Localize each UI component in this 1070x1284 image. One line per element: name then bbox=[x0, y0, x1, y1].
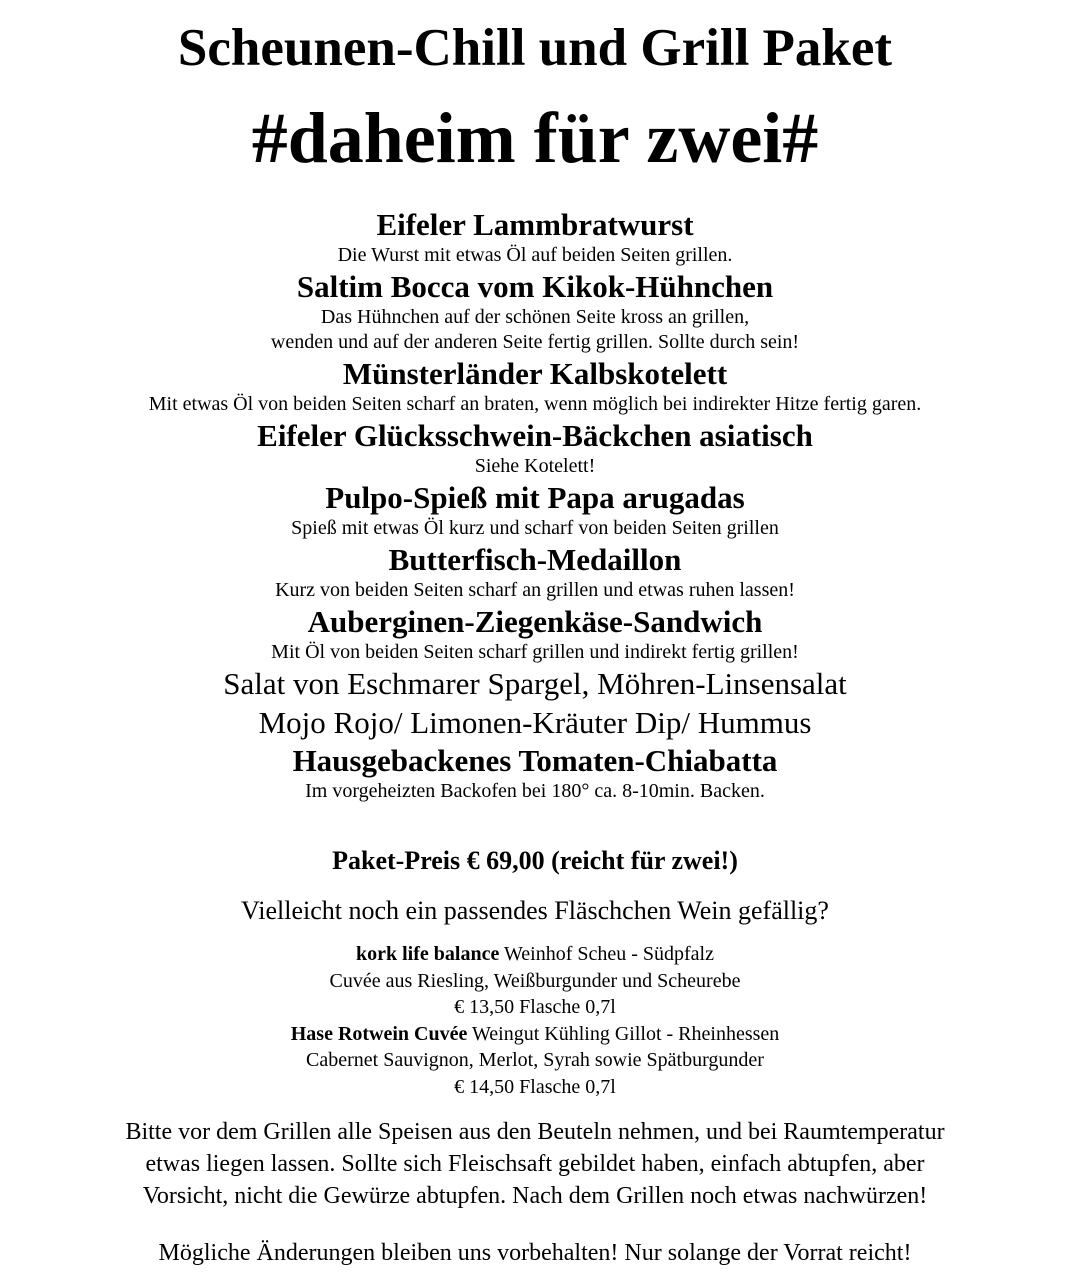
dish-description: Im vorgeheizten Backofen bei 180° ca. 8-10min. Backen. bbox=[305, 780, 765, 802]
wine-price: € 13,50 Flasche 0,7l bbox=[454, 996, 616, 1018]
dish-description: Die Wurst mit etwas Öl auf beiden Seiten grillen. bbox=[337, 244, 733, 266]
wine-item bbox=[0, 1021, 1070, 1101]
dish-name: Butterfisch-Medaillon bbox=[388, 542, 682, 577]
side-dishes-line: Salat von Eschmarer Spargel, Möhren-Linsensalat bbox=[223, 666, 847, 701]
side-dishes-line: Mojo Rojo/ Limonen-Kräuter Dip/ Hummus bbox=[258, 704, 812, 740]
dish-description: Kurz von beiden Seiten scharf an grillen und etwas ruhen lassen! bbox=[275, 579, 795, 601]
notice-line: etwas liegen lassen. Sollte sich Fleischsaft gebildet haben, einfach abtupfen, aber bbox=[145, 1151, 925, 1177]
wine-grapes: Cuvée aus Riesling, Weißburgunder und Scheurebe bbox=[329, 969, 741, 992]
dish-name: Hausgebackenes Tomaten-Chiabatta bbox=[292, 743, 778, 778]
wine-title-line bbox=[0, 941, 1070, 968]
dish-item bbox=[0, 479, 1070, 541]
dish-name: Münsterländer Kalbskotelett bbox=[342, 356, 728, 391]
wine-name: kork life balance bbox=[356, 943, 500, 965]
dish-name: Eifeler Glücksschwein-Bäckchen asiatisch bbox=[257, 418, 813, 453]
dish-name: Eifeler Lammbratwurst bbox=[376, 207, 694, 242]
wine-title-line bbox=[0, 1021, 1070, 1048]
wine-grapes: Cabernet Sauvignon, Merlot, Syrah sowie Spätburgunder bbox=[306, 1049, 764, 1071]
notice-line: Bitte vor dem Grillen alle Speisen aus den Beuteln nehmen, und bei Raumtemperatur bbox=[125, 1119, 945, 1145]
wine-name: Hase Rotwein Cuvée bbox=[290, 1022, 468, 1045]
wine-producer: Weingut Kühling Gillot - Rheinhessen bbox=[467, 1022, 780, 1045]
dish-name: Saltim Bocca vom Kikok-Hühnchen bbox=[296, 269, 774, 304]
dish-item bbox=[0, 206, 1070, 268]
dish-item bbox=[0, 355, 1070, 417]
dish-list bbox=[0, 206, 1070, 804]
dish-description: Mit Öl von beiden Seiten scharf grillen und indirekt fertig grillen! bbox=[271, 641, 799, 663]
dish-item bbox=[0, 742, 1070, 804]
dish-description: Siehe Kotelett! bbox=[474, 455, 596, 477]
wine-item bbox=[0, 941, 1070, 1021]
package-price: Paket-Preis € 69,00 (reicht für zwei!) bbox=[332, 846, 738, 875]
dish-item bbox=[0, 541, 1070, 603]
page-subtitle: #daheim für zwei# bbox=[251, 98, 819, 178]
wine-list bbox=[0, 941, 1070, 1100]
footer-disclaimer: Mögliche Änderungen bleiben uns vorbehalten! Nur solange der Vorrat reicht! bbox=[158, 1240, 912, 1266]
dish-item bbox=[0, 603, 1070, 665]
dish-description: wenden und auf der anderen Seite fertig grillen. Sollte durch sein! bbox=[270, 331, 800, 353]
dish-description: Spieß mit etwas Öl kurz und scharf von beiden Seiten grillen bbox=[291, 517, 779, 539]
dish-description: Das Hühnchen auf der schönen Seite kross an grillen, bbox=[320, 306, 750, 328]
dish-description: Mit etwas Öl von beiden Seiten scharf an braten, wenn möglich bei indirekter Hitze fertig garen. bbox=[148, 393, 922, 415]
dish-item bbox=[0, 417, 1070, 479]
wine-question: Vielleicht noch ein passendes Fläschchen Wein gefällig? bbox=[241, 896, 829, 925]
wine-price: € 14,50 Flasche 0,7l bbox=[454, 1075, 616, 1098]
page-title: Scheunen-Chill und Grill Paket bbox=[177, 19, 893, 77]
notice-line: Vorsicht, nicht die Gewürze abtupfen. Nach dem Grillen noch etwas nachwürzen! bbox=[142, 1183, 928, 1209]
dish-item bbox=[0, 268, 1070, 355]
dish-name: Auberginen-Ziegenkäse-Sandwich bbox=[307, 604, 763, 639]
dish-name: Pulpo-Spieß mit Papa arugadas bbox=[325, 480, 745, 515]
wine-producer: Weinhof Scheu - Südpfalz bbox=[499, 943, 714, 965]
grilling-notice bbox=[0, 1116, 1070, 1212]
